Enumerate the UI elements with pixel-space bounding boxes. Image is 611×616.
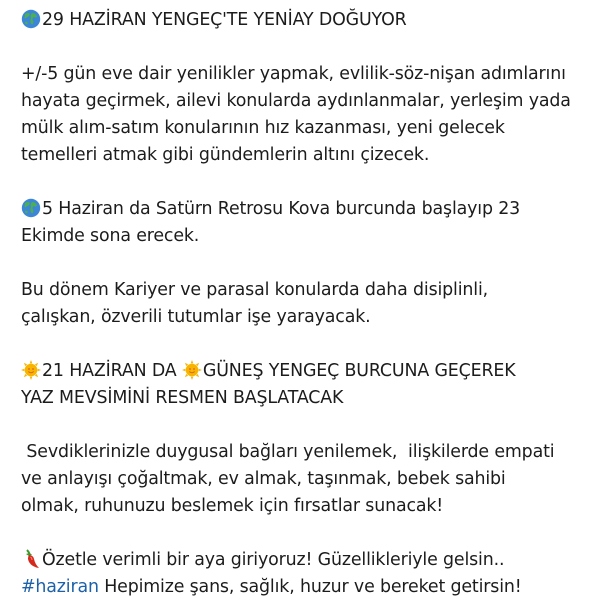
saturn-retro-line xyxy=(21,196,611,223)
spacer xyxy=(21,412,611,439)
earth-globe-icon xyxy=(21,9,41,29)
heading-summer-solstice xyxy=(21,358,611,385)
closing-line-2 xyxy=(21,574,611,601)
paragraph-line: Bu dönem Kariyer ve parasal konularda daha disiplinli, xyxy=(21,280,489,300)
spacer xyxy=(21,331,611,358)
paragraph-line: ve anlayışı çoğaltmak, ev almak, taşınmak, bebek sahibi xyxy=(21,469,506,489)
heading-new-moon xyxy=(21,7,611,34)
heading-solstice-text-b: GÜNEŞ YENGEÇ BURCUNA GEÇEREK xyxy=(202,361,516,381)
sun-with-face-icon xyxy=(21,360,41,380)
heading-solstice-text-a: 21 HAZİRAN DA xyxy=(42,361,182,381)
paragraph-line: olmak, ruhunuzu beslemek için fırsatlar sunacak! xyxy=(21,496,444,516)
heading-new-moon-text: 29 HAZİRAN YENGEÇ'TE YENİAY DOĞUYOR xyxy=(42,10,407,30)
spacer xyxy=(21,34,611,61)
heading-solstice-line2: YAZ MEVSİMİNİ RESMEN BAŞLATACAK xyxy=(21,388,344,408)
paragraph-line: Ekimde sona erecek. xyxy=(21,226,200,246)
spacer xyxy=(21,250,611,277)
paragraph-line: mülk alım-satım konularının hız kazanması, yeni gelecek xyxy=(21,118,505,138)
closing-line xyxy=(21,547,611,574)
hashtag-link[interactable]: #haziran xyxy=(21,577,99,597)
closing-wish-text: Hepimize şans, sağlık, huzur ve bereket getirsin! xyxy=(98,577,522,597)
hot-pepper-icon xyxy=(21,549,41,569)
closing-text: Özetle verimli bir aya giriyoruz! Güzellikleriyle gelsin.. xyxy=(42,550,505,570)
earth-globe-icon xyxy=(21,198,41,218)
paragraph-line: hayata geçirmek, ailevi konularda aydınlanmalar, yerleşim yada xyxy=(21,91,571,111)
saturn-retro-text: 5 Haziran da Satürn Retrosu Kova burcunda başlayıp 23 xyxy=(42,199,521,219)
paragraph-line: +/-5 gün eve dair yenilikler yapmak, evlilik-söz-nişan adımlarını xyxy=(21,64,566,84)
spacer xyxy=(21,169,611,196)
paragraph-line: temelleri atmak gibi gündemlerin altını çizecek. xyxy=(21,145,430,165)
sun-with-face-icon xyxy=(182,360,202,380)
paragraph-line: çalışkan, özverili tutumlar işe yarayacak. xyxy=(21,307,371,327)
spacer xyxy=(21,520,611,547)
paragraph-line: Sevdiklerinizle duygusal bağları yenilemek, ilişkilerde empati xyxy=(21,442,555,462)
